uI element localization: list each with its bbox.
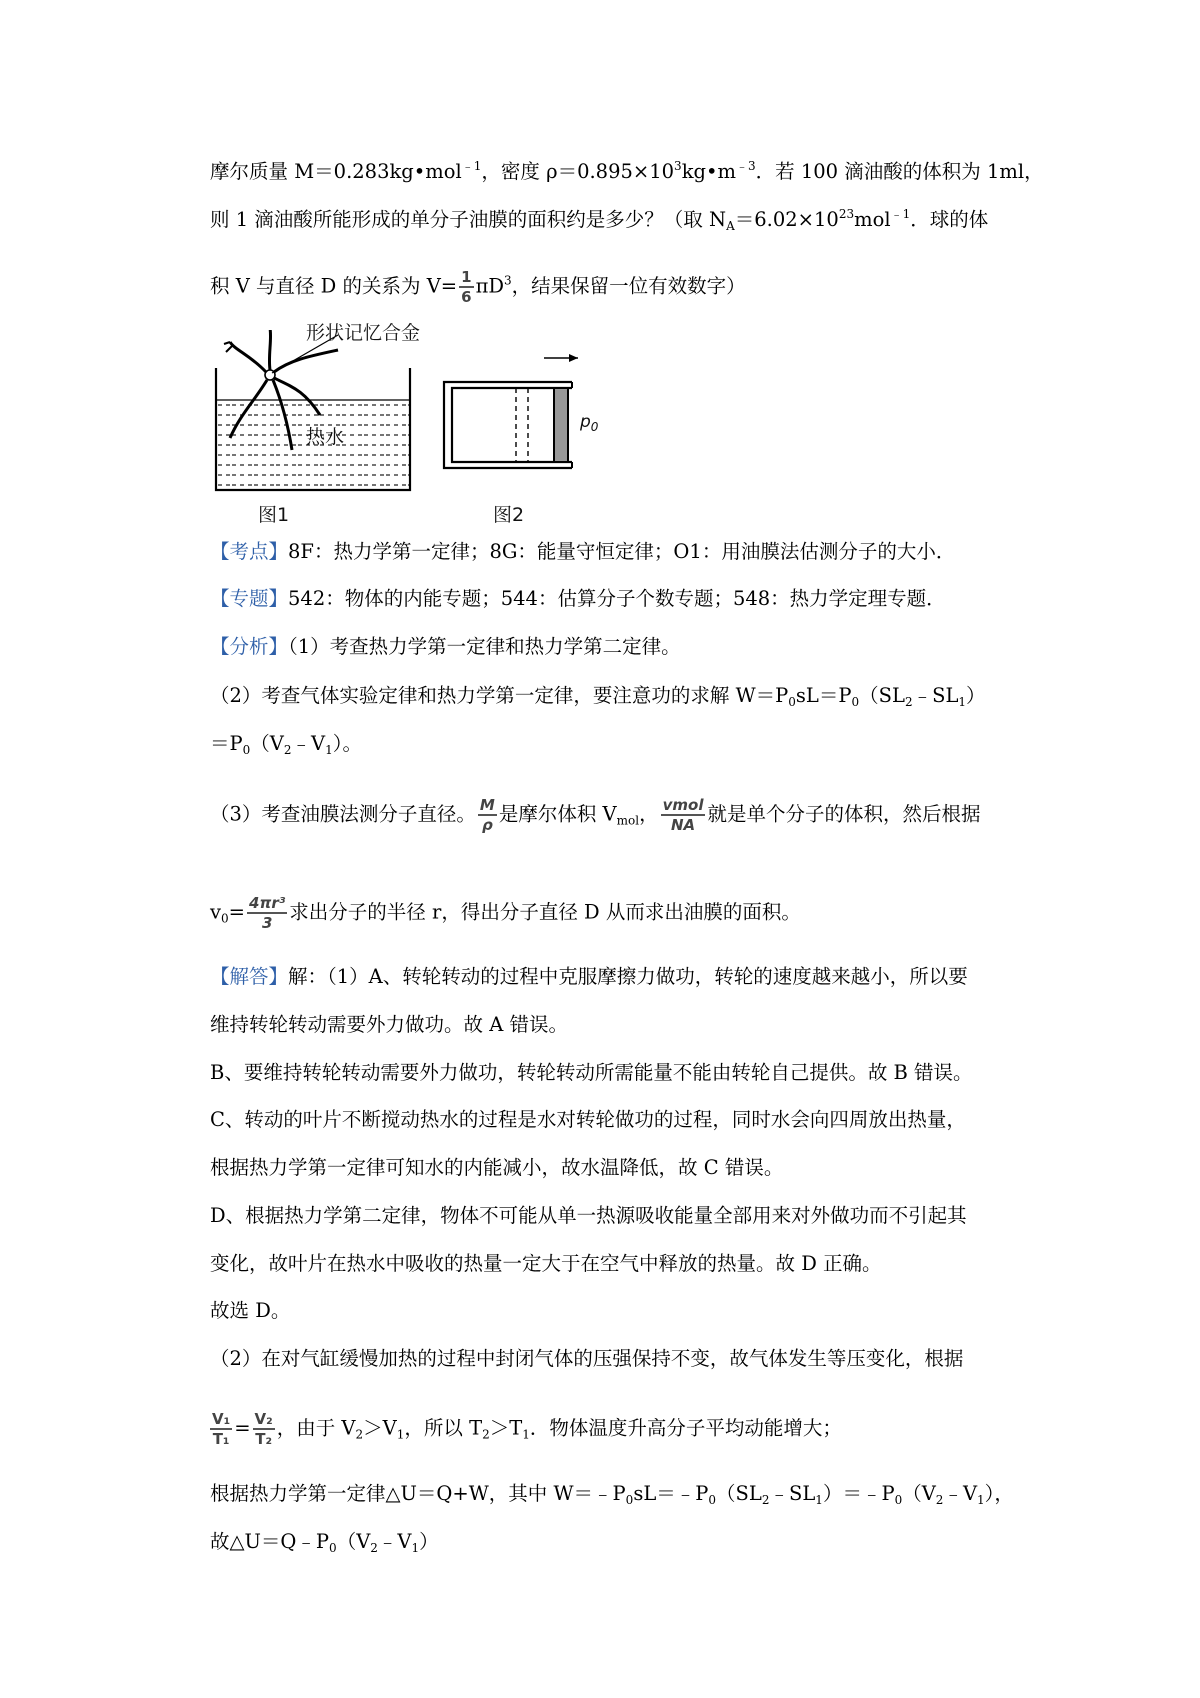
fraction-numerator: vmol [662, 796, 704, 814]
text: ﹣V [943, 1482, 978, 1505]
analysis-3-line [210, 796, 1030, 834]
text: 就是单个分子的体积，然后根据 [707, 802, 981, 826]
text: 求出分子的半径 r，得出分子直径 D 从而求出油膜的面积。 [289, 900, 801, 924]
answer-line-3 [210, 1061, 1030, 1085]
fraction-denominator: 6 [461, 288, 472, 306]
analysis-4-line [210, 894, 1030, 932]
subscript: 0 [708, 1493, 717, 1507]
subscript: 1 [522, 1427, 530, 1442]
figure-2-caption: 图2 [493, 504, 525, 526]
answer-line-12 [210, 1530, 1030, 1554]
subscript: 1 [411, 1541, 420, 1555]
text: （2）在对气缸缓慢加热的过程中封闭气体的压强保持不变，故气体发生等压变化，根据 [210, 1347, 964, 1370]
answer-line-11 [210, 1482, 1030, 1506]
fraction-numerator: 4πr³ [249, 894, 286, 912]
equals-sign: = [234, 1416, 251, 1440]
text: B、要维持转轮转动需要外力做功，转轮转动所需能量不能由转轮自己提供。故 B 错误。 [210, 1061, 973, 1084]
subscript: 2 [355, 1427, 364, 1442]
text: sL＝﹣P [633, 1482, 709, 1505]
subscript: 0 [625, 1493, 634, 1507]
fraction-denominator: 3 [261, 914, 273, 932]
text: 摩尔质量 M＝0.283kg•mol [210, 160, 462, 183]
answer-line-1 [210, 965, 1030, 989]
subscript: 2 [482, 1427, 490, 1442]
text: 则 1 滴油酸所能形成的单分子油膜的面积约是多少？（取 N [210, 208, 727, 231]
subscript: 0 [590, 420, 599, 434]
subscript: 2 [283, 743, 292, 757]
fraction-denominator: NA [670, 816, 696, 834]
text: ＝P [210, 732, 243, 755]
text: sL＝P [795, 684, 852, 707]
zhuanti-line [210, 587, 1030, 611]
answer-line-7 [210, 1252, 1030, 1276]
fraction-v2-over-t2 [253, 1410, 275, 1448]
text: 542：物体的内能专题；544：估算分子个数专题；548：热力学定理专题． [288, 587, 946, 610]
text: （1）考查热力学第一定律和热力学第二定律。 [288, 635, 681, 658]
subscript: 1 [977, 1493, 985, 1507]
text: ，所以 T [404, 1416, 483, 1440]
text: 是摩尔体积 V [498, 802, 617, 826]
text: ．球的体 [910, 208, 989, 231]
fraction-one-sixth [459, 268, 473, 306]
question-line-3 [210, 268, 1030, 306]
figure-2-pressure-label [580, 412, 598, 432]
fraction-m-over-rho [478, 796, 497, 834]
text: ＝6.02×10 [734, 208, 839, 231]
superscript: 23 [838, 207, 855, 221]
subscript: 1 [815, 1493, 823, 1507]
fraction-vmol-over-na [661, 796, 706, 834]
text: ＞V [363, 1416, 397, 1440]
text: ）＝﹣P [822, 1482, 895, 1505]
text: 故△U＝Q﹣P [210, 1530, 330, 1553]
text: ．物体温度升高分子平均动能增大； [529, 1416, 842, 1440]
text: ﹣SL [912, 684, 959, 707]
text: 解：（1）A、转轮转动的过程中克服摩擦力做功，转轮的速度越来越小，所以要 [288, 965, 968, 988]
subscript: 1 [958, 695, 967, 709]
text: kg•m [681, 160, 736, 183]
subscript: 1 [396, 1427, 405, 1442]
text: mol [854, 208, 891, 231]
question-line-2 [210, 208, 1030, 232]
answer-line-2 [210, 1013, 1030, 1037]
fenxi-tag: 【分析】 [210, 635, 289, 658]
figure-1-alloy-label: 形状记忆合金 [306, 322, 421, 344]
answer-line-9 [210, 1347, 1030, 1371]
subscript: 2 [761, 1493, 770, 1507]
kaodian-line [210, 540, 1030, 564]
text: C、转动的叶片不断搅动热水的过程是水对转轮做功的过程，同时水会向四周放出热量， [210, 1108, 966, 1131]
text: 根据热力学第一定律可知水的内能减小，故水温降低，故 C 错误。 [210, 1156, 784, 1179]
text: ）， [984, 1482, 1014, 1505]
text: ，密度 ρ＝0.895×10 [481, 160, 675, 183]
fraction-v1-over-t1 [210, 1410, 232, 1448]
text: （V [250, 732, 284, 755]
figure-1-water-label: 热水 [306, 426, 345, 448]
text: ．若 100 滴油酸的体积为 1ml， [755, 160, 1044, 183]
text: D、根据热力学第二定律，物体不可能从单一热源吸收能量全部用来对外做功而不引起其 [210, 1204, 967, 1227]
subscript: 1 [325, 743, 333, 757]
fraction-sphere-volume [247, 894, 287, 932]
superscript: 3 [504, 273, 512, 288]
subscript: 0 [221, 911, 229, 926]
text: 变化，故叶片在热水中吸收的热量一定大于在空气中释放的热量。故 D 正确。 [210, 1252, 882, 1275]
subscript: 0 [894, 1493, 903, 1507]
text: ，由于 V [276, 1416, 356, 1440]
text: ） [419, 1530, 439, 1553]
text: πD [475, 274, 505, 298]
text: 根据热力学第一定律△U＝Q+W，其中 W＝﹣P [210, 1482, 626, 1505]
text: （V [902, 1482, 936, 1505]
text: （V [336, 1530, 371, 1553]
text: ﹣SL [769, 1482, 816, 1505]
text: （3）考查油膜法测分子直径。 [210, 802, 476, 826]
pressure-symbol: p [580, 412, 591, 432]
subscript: mol [616, 813, 640, 828]
text: 故选 D。 [210, 1299, 291, 1322]
subscript: 2 [904, 695, 913, 709]
superscript: ﹣1 [890, 207, 911, 221]
fenxi-line [210, 635, 1030, 659]
text: 8F：热力学第一定律；8G：能量守恒定律；O1：用油膜法估测分子的大小． [288, 540, 956, 563]
answer-line-6 [210, 1204, 1030, 1228]
subscript: 0 [329, 1541, 337, 1555]
superscript: 3 [674, 159, 682, 173]
text: 维持转轮转动需要外力做功。故 A 错误。 [210, 1013, 568, 1036]
text: ，结果保留一位有效数字） [511, 274, 746, 298]
subscript: A [726, 219, 735, 233]
text: 积 V 与直径 D 的关系为 V= [210, 274, 458, 298]
subscript: 0 [851, 695, 860, 709]
fraction-numerator: V₁ [212, 1410, 231, 1428]
text: ）。 [332, 732, 362, 755]
answer-line-4 [210, 1108, 1030, 1132]
text: ＞T [489, 1416, 523, 1440]
jieda-tag: 【解答】 [210, 965, 289, 988]
text: ， [639, 802, 659, 826]
text: （2）考查气体实验定律和热力学第一定律，要注意功的求解 W＝P [210, 684, 789, 707]
fraction-denominator: ρ [482, 816, 493, 834]
text: = [228, 900, 246, 924]
fraction-denominator: T₂ [255, 1430, 273, 1448]
subscript: 0 [242, 743, 251, 757]
kaodian-tag: 【考点】 [210, 540, 289, 563]
subscript: 0 [788, 695, 796, 709]
superscript: ﹣1 [461, 159, 482, 173]
fraction-numerator: 1 [461, 268, 472, 286]
superscript: ﹣3 [735, 159, 756, 173]
text: （SL [859, 684, 905, 707]
subscript: 2 [935, 1493, 944, 1507]
zhuanti-tag: 【专题】 [210, 587, 289, 610]
answer-line-8 [210, 1299, 1030, 1323]
answer-line-5 [210, 1156, 1030, 1180]
text: （SL [716, 1482, 762, 1505]
question-line-1 [210, 159, 1044, 184]
text: ﹣V [377, 1530, 412, 1553]
fraction-numerator: V₂ [254, 1410, 273, 1428]
figure-1-caption: 图1 [258, 504, 290, 526]
subscript: 2 [370, 1541, 378, 1555]
figure-2-cylinder [444, 354, 578, 468]
analysis-2-line-2 [210, 732, 1030, 756]
text: ） [966, 684, 986, 707]
analysis-2-line-1 [210, 684, 1030, 708]
text: v [210, 900, 222, 924]
fraction-numerator: M [479, 796, 495, 814]
fraction-denominator: T₁ [212, 1430, 230, 1448]
figures-panel [210, 322, 650, 540]
text: ﹣V [291, 732, 326, 755]
answer-line-10 [210, 1410, 1030, 1448]
